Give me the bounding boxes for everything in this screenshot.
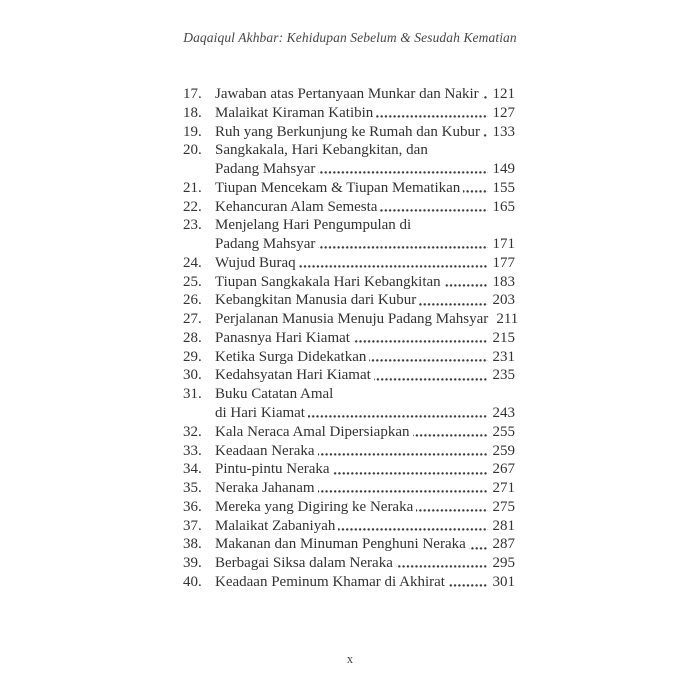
entry-page-number: 267	[492, 461, 515, 478]
entry-page-number: 149	[492, 161, 515, 178]
toc-entry-line	[183, 423, 515, 442]
dot-leader	[448, 584, 488, 587]
toc-entry-line	[183, 404, 515, 423]
entry-title: Pintu-pintu Neraka	[215, 461, 330, 478]
entry-page-number: 243	[492, 405, 515, 422]
dot-leader	[318, 490, 488, 493]
entry-title: Panasnya Hari Kiamat	[215, 329, 350, 346]
entry-number: 38.	[183, 536, 202, 553]
toc-entry-line	[183, 442, 515, 461]
entry-title: di Hari Kiamat	[215, 405, 305, 422]
page-number-footer: x	[346, 652, 354, 666]
entry-title: Padang Mahsyar	[215, 236, 316, 253]
toc-entry-line	[183, 460, 515, 479]
entry-title: Malaikat Kiraman Katibin	[215, 104, 374, 121]
entry-page-number: 255	[492, 423, 515, 440]
entry-page-number: 231	[492, 348, 515, 365]
dot-leader	[318, 171, 488, 174]
running-header: Daqaiqul Akhbar: Kehidupan Sebelum & Sesudah Kematian	[183, 30, 517, 45]
toc-entry-line	[183, 123, 515, 142]
entry-title: Tiupan Mencekam & Tiupan Mematikan	[215, 179, 461, 196]
entry-title: Kehancuran Alam Semesta	[215, 198, 378, 215]
entry-title: Kedahsyatan Hari Kiamat	[215, 367, 371, 384]
entry-number: 22.	[183, 198, 202, 215]
toc-entry-line	[183, 498, 515, 517]
entry-title: Keadaan Peminum Khamar di Akhirat	[215, 573, 445, 590]
dot-leader	[483, 134, 488, 137]
entry-page-number: 171	[492, 236, 515, 253]
toc-entry-line	[183, 216, 515, 235]
entry-number: 34.	[183, 461, 202, 478]
dot-leader	[308, 415, 488, 418]
dot-leader	[380, 209, 488, 212]
dot-leader	[444, 284, 488, 287]
dot-leader	[353, 340, 488, 343]
toc-entry-line	[183, 235, 515, 254]
entry-title: Wujud Buraq	[215, 254, 296, 271]
entry-number: 20.	[183, 142, 202, 159]
dot-leader	[338, 528, 488, 531]
dot-leader	[396, 565, 488, 568]
entry-page-number: 259	[492, 442, 515, 459]
toc-entry-line	[183, 198, 515, 217]
dot-leader	[413, 434, 489, 437]
entry-title: Menjelang Hari Pengumpulan di	[215, 217, 412, 234]
entry-number: 33.	[183, 442, 202, 459]
toc-entry-line	[183, 160, 515, 179]
entry-number: 35.	[183, 480, 202, 497]
entry-number: 31.	[183, 386, 202, 403]
entry-number: 28.	[183, 329, 202, 346]
toc-entry-line	[183, 535, 515, 554]
entry-page-number: 275	[492, 498, 515, 515]
entry-title: Makanan dan Minuman Penghuni Neraka	[215, 536, 466, 553]
dot-leader	[369, 359, 488, 362]
entry-number: 36.	[183, 498, 202, 515]
entry-page-number: 295	[492, 555, 515, 572]
entry-title: Kebangkitan Manusia dari Kubur	[215, 292, 417, 309]
toc-entry-line	[183, 479, 515, 498]
toc-entry-line	[183, 366, 515, 385]
entry-title: Jawaban atas Pertanyaan Munkar dan Nakir	[215, 86, 479, 102]
entry-page-number: 183	[492, 273, 515, 290]
toc-entry-line	[183, 273, 515, 292]
toc-entry-line	[183, 310, 519, 329]
toc-entry-line	[183, 573, 515, 592]
toc-list	[183, 85, 519, 592]
entry-title: Padang Mahsyar	[215, 161, 316, 178]
entry-title: Kala Neraca Amal Dipersiapkan	[215, 423, 410, 440]
entry-title: Mereka yang Digiring ke Neraka	[215, 498, 414, 515]
dot-leader	[416, 509, 488, 512]
entry-number: 27.	[183, 311, 202, 328]
entry-page-number: 121	[492, 86, 515, 102]
entry-page-number: 165	[492, 198, 515, 215]
entry-title: Ketika Surga Didekatkan	[215, 348, 367, 365]
entry-number: 24.	[183, 254, 202, 271]
entry-number: 39.	[183, 555, 202, 572]
toc-entry-line	[183, 179, 515, 198]
entry-page-number: 281	[492, 517, 515, 534]
toc-entry-line	[183, 385, 515, 404]
dot-leader	[482, 96, 488, 99]
toc-entry-line	[183, 104, 515, 123]
toc-entry-line	[183, 329, 515, 348]
entry-number: 23.	[183, 217, 202, 234]
entry-title: Sangkakala, Hari Kebangkitan, dan	[215, 142, 428, 159]
entry-page-number: 155	[492, 179, 515, 196]
entry-page-number: 271	[492, 480, 515, 497]
entry-number: 32.	[183, 423, 202, 440]
entry-number: 30.	[183, 367, 202, 384]
entry-title: Ruh yang Berkunjung ke Rumah dan Kubur	[215, 123, 480, 140]
entry-number: 18.	[183, 104, 202, 121]
toc-entry-line	[183, 554, 515, 573]
entry-title: Neraka Jahanam	[215, 480, 315, 497]
entry-page-number: 215	[492, 329, 515, 346]
entry-page-number: 301	[492, 573, 515, 590]
entry-number: 17.	[183, 86, 202, 102]
entry-page-number: 235	[492, 367, 515, 384]
entry-number: 25.	[183, 273, 202, 290]
entry-title: Berbagai Siksa dalam Neraka	[215, 555, 393, 572]
entry-number: 40.	[183, 573, 202, 590]
entry-number: 26.	[183, 292, 202, 309]
entry-title: Buku Catatan Amal	[215, 386, 334, 403]
dot-leader	[419, 303, 488, 306]
toc-entry-line	[183, 291, 515, 310]
toc-entry-line	[183, 85, 515, 104]
toc-entry-line	[183, 348, 515, 367]
entry-page-number: 133	[492, 123, 515, 140]
entry-number: 19.	[183, 123, 202, 140]
dot-leader	[469, 547, 488, 550]
entry-page-number: 127	[492, 104, 515, 121]
entry-title: Malaikat Zabaniyah	[215, 517, 336, 534]
dot-leader	[318, 453, 488, 456]
entry-number: 37.	[183, 517, 202, 534]
entry-title: Tiupan Sangkakala Hari Kebangkitan	[215, 273, 441, 290]
toc-entry-line	[183, 141, 515, 160]
entry-page-number: 287	[492, 536, 515, 553]
entry-number: 21.	[183, 179, 202, 196]
dot-leader	[463, 190, 488, 193]
entry-page-number: 177	[492, 254, 515, 271]
dot-leader	[318, 246, 488, 249]
entry-number: 29.	[183, 348, 202, 365]
dot-leader	[374, 378, 488, 381]
dot-leader	[333, 472, 488, 475]
dot-leader	[376, 115, 488, 118]
entry-page-number: 203	[492, 292, 515, 309]
entry-title: Keadaan Neraka	[215, 442, 315, 459]
entry-page-number: 211	[496, 311, 519, 328]
toc-entry-line	[183, 517, 515, 536]
dot-leader	[299, 265, 488, 268]
toc-entry-line	[183, 254, 515, 273]
entry-title: Perjalanan Manusia Menuju Padang Mahsyar	[215, 311, 489, 328]
